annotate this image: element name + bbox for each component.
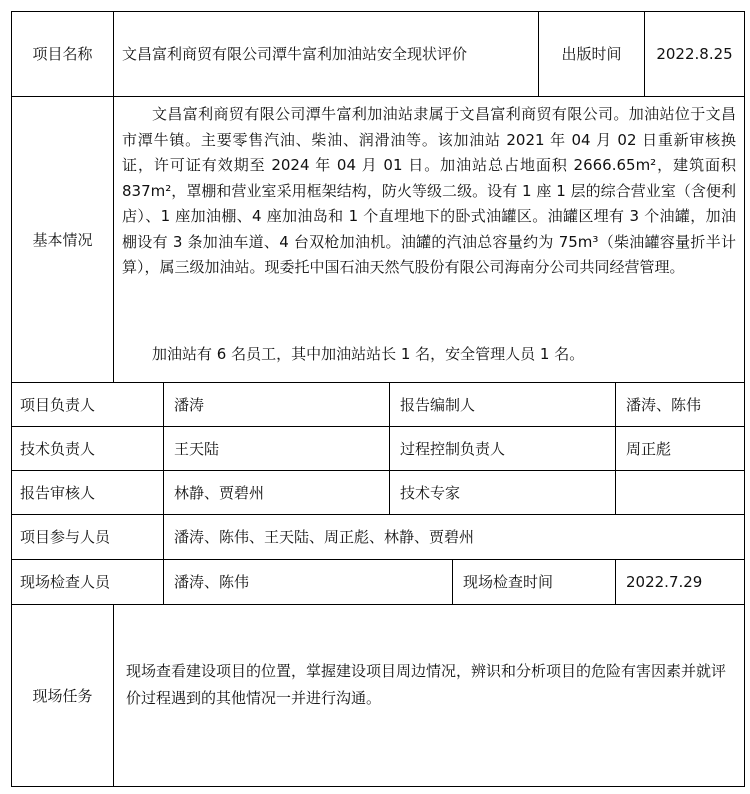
- reviewer-value: 林静、贾碧州: [174, 483, 265, 502]
- process-control-value: 周正彪: [626, 439, 672, 458]
- rule-bottom: [11, 786, 745, 787]
- report-author-value: 潘涛、陈伟: [626, 395, 702, 414]
- tech-expert-label: 技术专家: [400, 483, 461, 502]
- project-name-label: 项目名称: [32, 45, 93, 63]
- inspect-time-label: 现场检查时间: [463, 573, 554, 591]
- publish-time-value: 2022.8.25: [656, 45, 733, 63]
- project-leader-value: 潘涛: [174, 395, 205, 414]
- process-control-label: 过程控制负责人: [400, 439, 506, 458]
- tech-leader-label: 技术负责人: [20, 439, 96, 458]
- inspectors-label: 现场检查人员: [20, 573, 111, 591]
- rule-1: [11, 96, 745, 97]
- reviewer-label: 报告审核人: [20, 483, 96, 502]
- tech-leader-value: 王天陆: [174, 439, 220, 458]
- participants-value: 潘涛、陈伟、王天陆、周正彪、林静、贾碧州: [174, 528, 475, 546]
- basic-info-label: 基本情况: [32, 230, 93, 249]
- project-name-value: 文昌富利商贸有限公司潭牛富利加油站安全现状评价: [122, 44, 468, 63]
- publish-time-label: 出版时间: [561, 45, 622, 63]
- basic-info-paragraph-1: 文昌富利商贸有限公司潭牛富利加油站隶属于文昌富利商贸有限公司。加油站位于文昌市潭牛镇。主要零售汽油、柴油、润滑油等。该加油站 2021 年 04 月 02 日重新审核换证，许可证有效期至 2024 年 04 月 01 日。加油站总占地面积 2666.65m²，建筑面积 837m²，罩棚和营业室采用框架结构，防火等级二级。设有 1 座 1 层的综合营业室（含便利店）、1 座加油棚、4 座加油岛和 1 个直埋地下的卧式油罐区。油罐区埋有 3 个油罐，加油棚设有 3 条加油车道、4 台双枪加油机。油罐的汽油总容量约为 75m³（柴油罐容量折半计算），属三级加油站。现委托中国石油天然气股份有限公司海南分公司共同经营管理。: [122, 105, 736, 276]
- project-leader-label: 项目负责人: [20, 395, 96, 414]
- participants-label: 项目参与人员: [20, 528, 111, 546]
- report-author-label: 报告编制人: [400, 395, 476, 414]
- task-value: 现场查看建设项目的位置，掌握建设项目周边情况，辨识和分析项目的危险有害因素并就评价过程遇到的其他情况一并进行沟通。: [126, 662, 727, 707]
- inspectors-value: 潘涛、陈伟: [174, 573, 250, 591]
- rule-right: [744, 11, 745, 787]
- inspect-time-value: 2022.7.29: [626, 573, 703, 591]
- tech-expert-value: [616, 471, 744, 514]
- basic-info-paragraph-2: 加油站有 6 名员工，其中加油站站长 1 名，安全管理人员 1 名。: [152, 345, 585, 363]
- task-label: 现场任务: [32, 686, 93, 705]
